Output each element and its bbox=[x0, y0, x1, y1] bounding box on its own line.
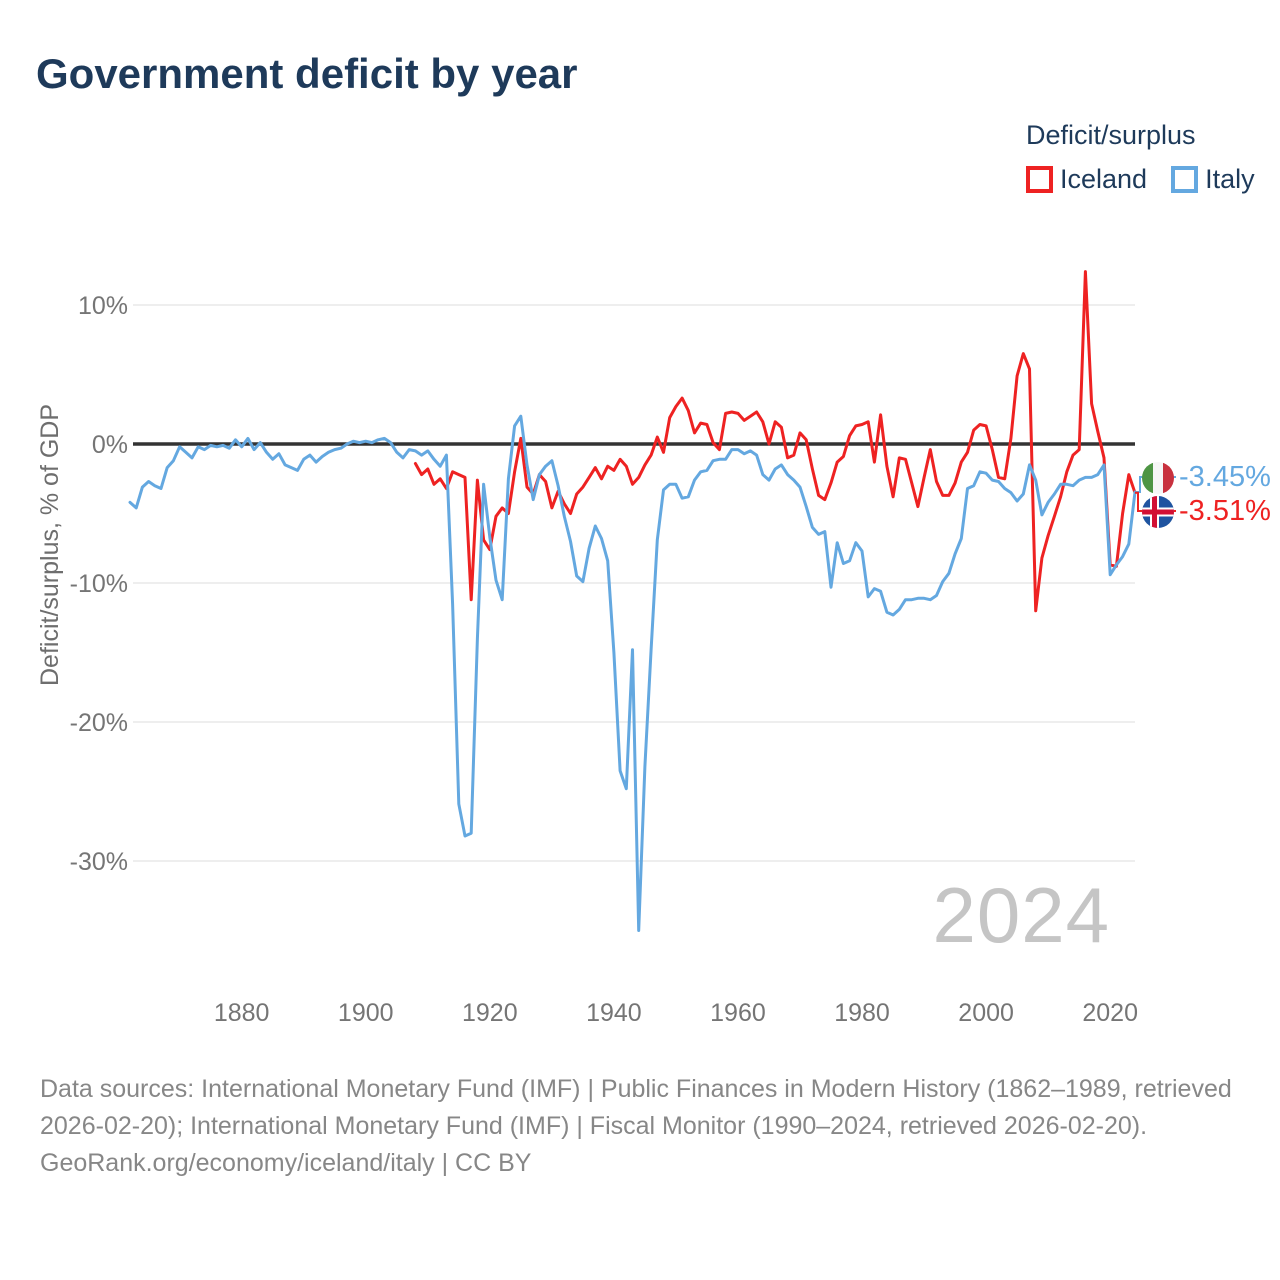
y-tick-label: -20% bbox=[69, 709, 128, 737]
y-tick-label: -10% bbox=[69, 570, 128, 598]
y-tick-label: 10% bbox=[77, 292, 128, 320]
end-label-iceland bbox=[1142, 495, 1271, 528]
end-label-italy bbox=[1142, 461, 1271, 494]
latest-year-watermark: 2024 bbox=[932, 871, 1110, 959]
footer bbox=[40, 1071, 1245, 1182]
page-title: Government deficit by year bbox=[36, 50, 578, 97]
x-tick-label: 2020 bbox=[1082, 999, 1138, 1027]
series-lines bbox=[130, 272, 1135, 931]
x-tick-label: 1940 bbox=[586, 999, 642, 1027]
end-value-iceland: -3.51% bbox=[1179, 495, 1271, 527]
legend-heading: Deficit/surplus bbox=[1026, 120, 1196, 150]
x-tick-label: 1880 bbox=[213, 999, 270, 1027]
x-tick-label: 2000 bbox=[958, 999, 1014, 1027]
footer-attribution: GeoRank.org/economy/iceland/italy | CC BY bbox=[40, 1149, 532, 1177]
y-axis-tick-labels bbox=[70, 292, 128, 876]
iceland-flag-icon bbox=[1142, 496, 1174, 528]
x-tick-label: 1920 bbox=[462, 999, 518, 1027]
footer-sources: Data sources: International Monetary Fund (IMF) | Public Finances in Modern History (1862–1989, retrieved 2026-02-20); International Monetary Fund (IMF) | Fiscal Monitor (1990–2024, retrieved 2026-02-20). bbox=[40, 1075, 1232, 1140]
y-tick-label: 0% bbox=[91, 431, 128, 459]
italy-flag-icon bbox=[1142, 462, 1174, 494]
y-axis-title: Deficit/surplus, % of GDP bbox=[36, 403, 64, 687]
x-tick-label: 1960 bbox=[710, 999, 766, 1027]
x-axis-tick-labels bbox=[214, 999, 1138, 1027]
x-tick-label: 1980 bbox=[834, 999, 890, 1027]
end-value-italy: -3.45% bbox=[1179, 461, 1271, 493]
x-tick-label: 1900 bbox=[337, 999, 394, 1027]
legend-label-italy: Italy bbox=[1205, 164, 1255, 194]
series-line-italy[interactable] bbox=[130, 416, 1135, 930]
y-tick-label: -30% bbox=[69, 848, 128, 876]
legend-label-iceland: Iceland bbox=[1060, 164, 1148, 194]
